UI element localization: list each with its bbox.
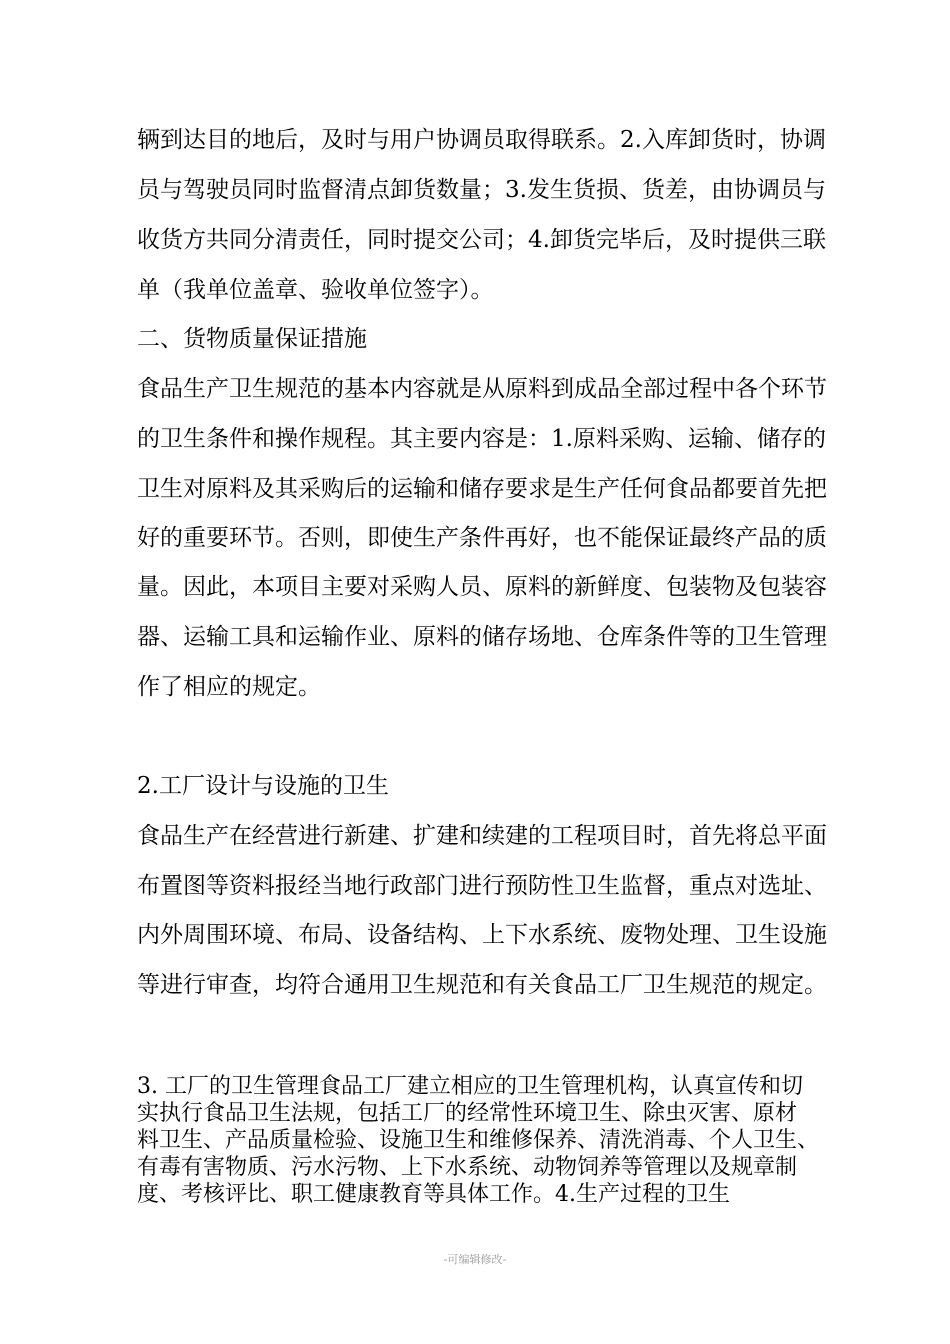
- paragraph-line: 实执行食品卫生法规，包括工厂的经常性环境卫生、除虫灭害、原材: [137, 1101, 798, 1126]
- paragraph-line: 量。因此，本项目主要对采购人员、原料的新鲜度、包装物及包装容: [137, 574, 827, 600]
- paragraph-line: 料卫生、产品质量检验、设施卫生和维修保养、清洗消毒、个人卫生、: [137, 1128, 820, 1153]
- paragraph-line: 好的重要环节。否则，即使生产条件再好，也不能保证最终产品的质: [137, 525, 827, 551]
- paragraph-line: 收货方共同分清责任，同时提交公司；4.卸货完毕后，及时提供三联: [137, 227, 826, 253]
- section-heading: 二、货物质量保证措施: [137, 326, 367, 352]
- paragraph-line: 作了相应的规定。: [137, 674, 321, 700]
- page-footer: -可编辑修改-: [443, 1253, 507, 1266]
- paragraph-line: 辆到达目的地后，及时与用户协调员取得联系。2.入库卸货时，协调: [137, 127, 826, 153]
- paragraph-line: 员与驾驶员同时监督清点卸货数量；3.发生货损、货差，由协调员与: [137, 177, 826, 203]
- paragraph-line: 单（我单位盖章、验收单位签字）。: [137, 277, 494, 303]
- paragraph-line: 3. 工厂的卫生管理食品工厂建立相应的卫生管理机构，认真宣传和切: [137, 1074, 803, 1099]
- paragraph-line: 食品生产卫生规范的基本内容就是从原料到成品全部过程中各个环节: [137, 376, 827, 402]
- subheading: 2.工厂设计与设施的卫生: [137, 773, 389, 799]
- paragraph-line: 有毒有害物质、污水污物、上下水系统、动物饲养等管理以及规章制: [137, 1155, 798, 1180]
- paragraph-line: 布置图等资料报经当地行政部门进行预防性卫生监督，重点对选址、: [137, 873, 827, 899]
- paragraph-line: 度、考核评比、职工健康教育等具体工作。4.生产过程的卫生: [137, 1182, 730, 1207]
- paragraph-line: 内外周围环境、布局、设备结构、上下水系统、废物处理、卫生设施: [137, 922, 827, 948]
- paragraph-line: 卫生对原料及其采购后的运输和储存要求是生产任何食品都要首先把: [137, 476, 827, 502]
- paragraph-line: 食品生产在经营进行新建、扩建和续建的工程项目时，首先将总平面: [137, 823, 827, 849]
- paragraph-line: 器、运输工具和运输作业、原料的储存场地、仓库条件等的卫生管理: [137, 624, 827, 650]
- paragraph-line: 等进行审查，均符合通用卫生规范和有关食品工厂卫生规范的规定。: [137, 972, 827, 998]
- paragraph-line: 的卫生条件和操作规程。其主要内容是：1.原料采购、运输、储存的: [137, 426, 826, 452]
